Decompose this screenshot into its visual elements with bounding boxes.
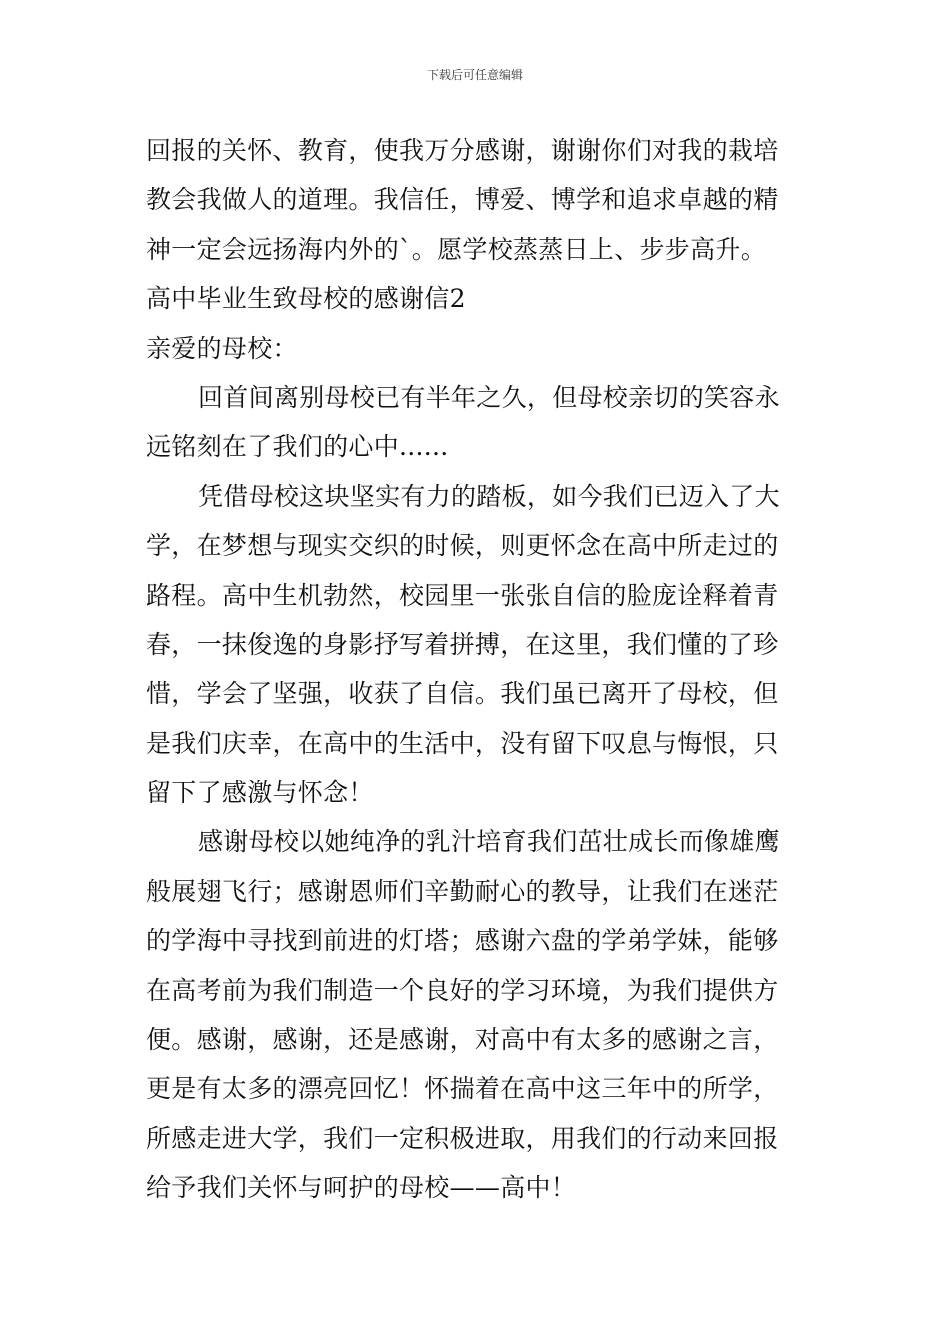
text-line: 般展翅飞行；感谢恩师们辛勤耐心的教导，让我们在迷茫 — [146, 876, 779, 906]
paragraph-start: 回首间离别母校已有半年之久，但母校亲切的笑容永 — [198, 382, 780, 412]
text-line: 的学海中寻找到前进的灯塔；感谢六盘的学弟学妹，能够 — [146, 926, 779, 956]
page-header: 下载后可任意编辑 — [426, 68, 523, 82]
text-line: 神一定会远扬海内外的`。愿学校蒸蒸日上、步步高升。 — [146, 234, 767, 264]
text-line: 春，一抹俊逸的身影抒写着拼搏，在这里，我们懂的了珍 — [146, 629, 779, 659]
text-line: 教会我做人的道理。我信任，博爱、博学和追求卓越的精 — [146, 185, 779, 215]
text-line: 所感走进大学，我们一定积极进取，用我们的行动来回报 — [146, 1123, 779, 1153]
text-line: 留下了感激与怀念！ — [146, 778, 374, 808]
text-line: 回报的关怀、教育，使我万分感谢，谢谢你们对我的栽培 — [146, 136, 779, 165]
salutation: 亲爱的母校： — [146, 333, 298, 363]
letter-body — [146, 126, 806, 1213]
letter-title: 高中毕业生致母校的感谢信2 — [146, 284, 466, 314]
text-line: 路程。高中生机勃然，校园里一张张自信的脸庞诠释着青 — [146, 580, 779, 610]
text-line: 远铭刻在了我们的心中...... — [146, 432, 449, 462]
text-line: 学，在梦想与现实交织的时候，则更怀念在高中所走过的 — [146, 531, 779, 561]
paragraph-start: 感谢母校以她纯净的乳汁培育我们茁壮成长而像雄鹰 — [198, 827, 780, 857]
paragraph-start: 凭借母校这块坚实有力的踏板，如今我们已迈入了大 — [198, 481, 780, 511]
text-line: 惜，学会了坚强，收获了自信。我们虽已离开了母校，但 — [146, 679, 779, 709]
text-line: 给予我们关怀与呵护的母校——高中！ — [146, 1173, 577, 1203]
text-line: 更是有太多的漂亮回忆！怀揣着在高中这三年中的所学， — [146, 1074, 779, 1104]
text-line: 在高考前为我们制造一个良好的学习环境，为我们提供方 — [146, 975, 779, 1005]
text-line: 是我们庆幸，在高中的生活中，没有留下叹息与悔恨，只 — [146, 728, 779, 758]
text-line: 便。感谢，感谢，还是感谢，对高中有太多的感谢之言， — [146, 1025, 779, 1055]
